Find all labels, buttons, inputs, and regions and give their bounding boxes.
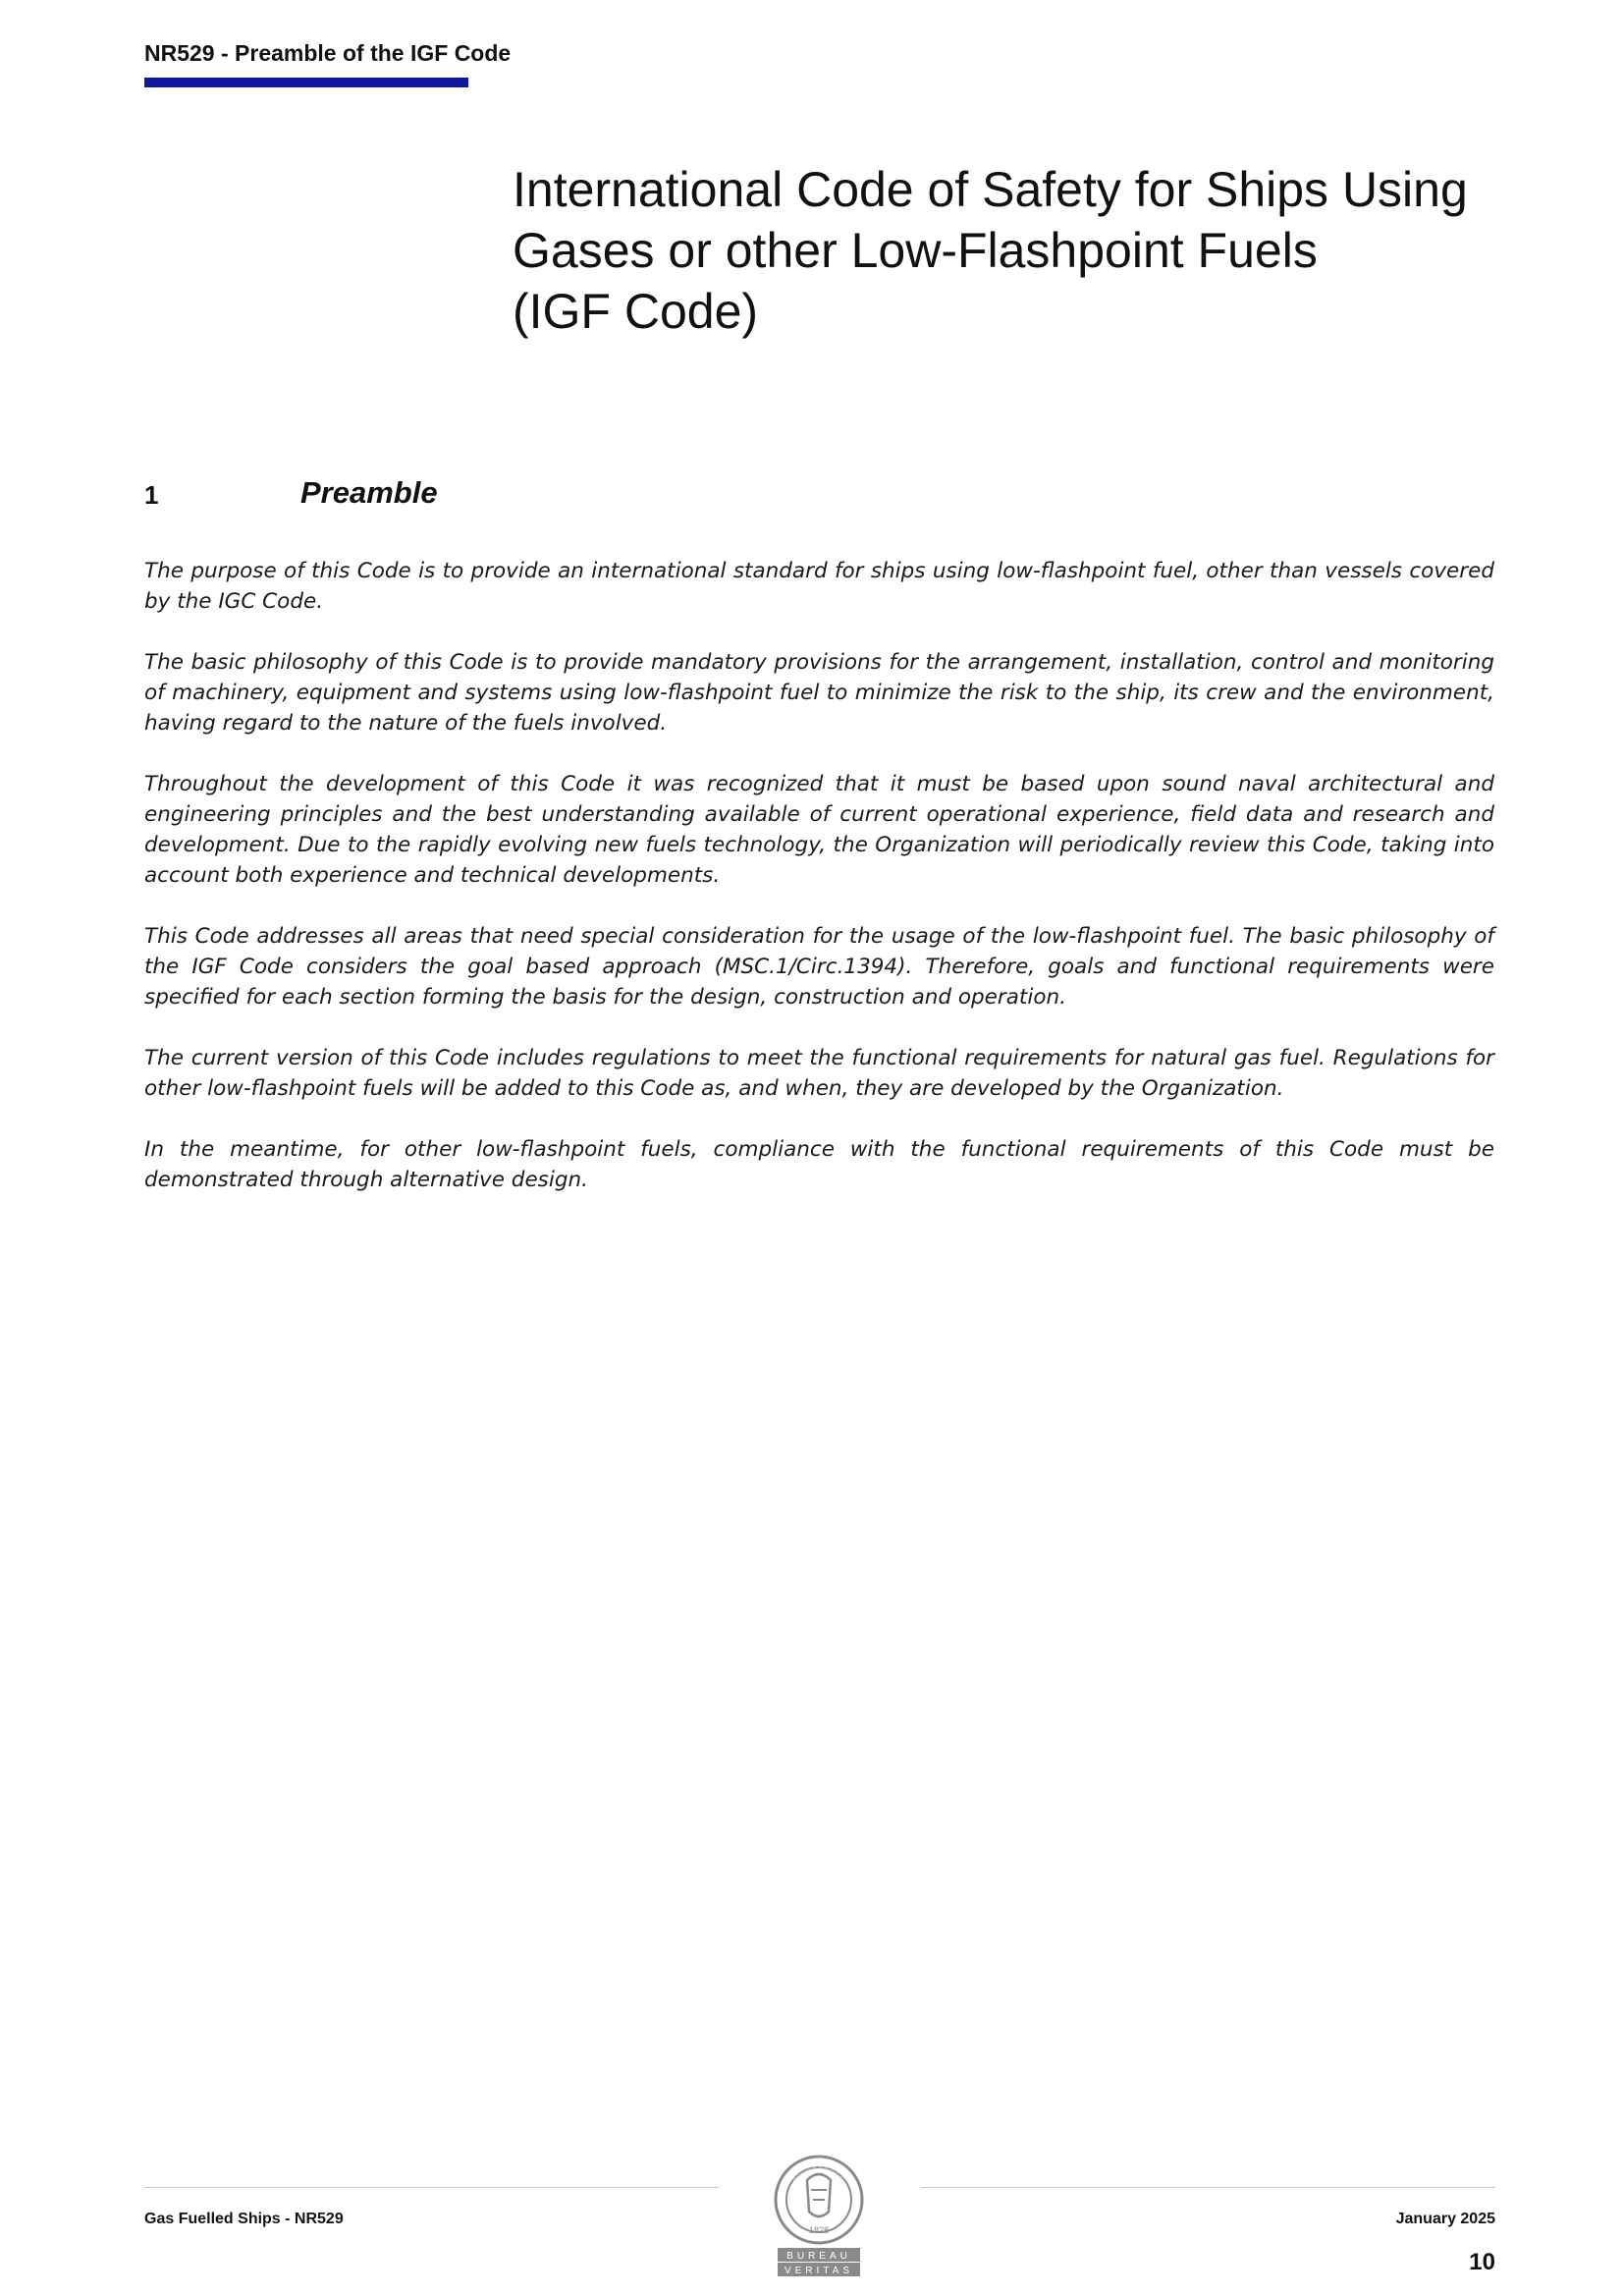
footer-publication: Gas Fuelled Ships - NR529	[144, 2211, 344, 2227]
document-title	[513, 159, 1514, 342]
paragraph: The basic philosophy of this Code is to provide mandatory provisions for the arrangement, installation, control and monitoring of machinery, equipment and systems using low-flashpoint fuel to minimize the risk to the ship, its crew and the environment, having regard to the nature of the fuels involved.	[144, 650, 1494, 736]
section-body	[144, 556, 1494, 1226]
footer-divider-left	[144, 2187, 719, 2188]
section-number: 1	[144, 480, 159, 510]
footer-divider-right	[921, 2187, 1495, 2188]
page-number: 10	[1469, 2249, 1495, 2275]
bureau-veritas-seal-icon	[776, 2157, 862, 2243]
paragraph: Throughout the development of this Code it was recognized that it must be based upon sound naval architectural and engineering principles and the best understanding available of current operational experience, field data and research and development. Due to the rapidly evolving new fuels technology, the Organization will periodically review this Code, taking into account both experience and technical developments.	[144, 772, 1494, 888]
paragraph: The purpose of this Code is to provide an international standard for ships using low-flashpoint fuel, other than vessels covered by the IGC Code.	[144, 559, 1494, 614]
document-title-line: (IGF Code)	[513, 283, 759, 339]
bureau-veritas-logo	[770, 2151, 868, 2278]
paragraph: The current version of this Code includes regulations to meet the functional requirements for natural gas fuel. Regulations for other low-flashpoint fuels will be added to this Code as, and when, they are developed by the Organization.	[144, 1046, 1494, 1101]
section-title: Preamble	[300, 475, 438, 510]
header-accent-bar	[144, 78, 468, 87]
seal-year: 1828	[808, 2225, 830, 2235]
document-title-line: International Code of Safety for Ships Using	[513, 161, 1468, 217]
logo-text-bureau: BUREAU	[786, 2251, 851, 2262]
paragraph: This Code addresses all areas that need special consideration for the usage of the low-flashpoint fuel. The basic philosophy of the IGF Code considers the goal based approach (MSC.1/Circ.1394). Therefore, goals and functional requirements were specified for each section forming the basis for the design, construction and operation.	[144, 924, 1494, 1010]
logo-text-veritas: VERITAS	[784, 2266, 854, 2276]
paragraph: In the meantime, for other low-flashpoint fuels, compliance with the functional requirements of this Code must be demonstrated through alternative design.	[144, 1137, 1494, 1192]
footer-date: January 2025	[1395, 2211, 1495, 2227]
running-header: NR529 - Preamble of the IGF Code	[144, 40, 512, 66]
document-title-line: Gases or other Low-Flashpoint Fuels	[513, 222, 1318, 278]
